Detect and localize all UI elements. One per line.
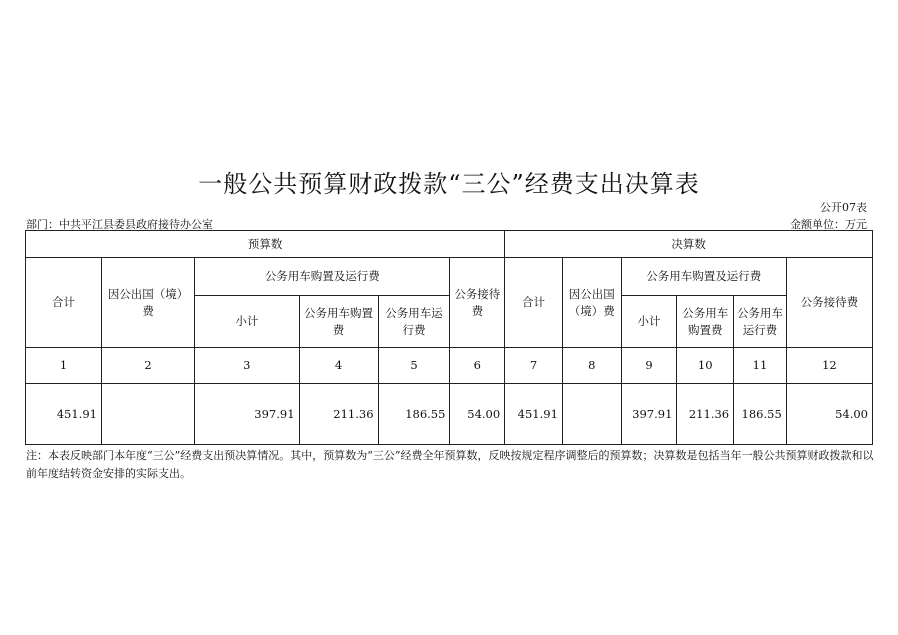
value-cell: 397.91 [621,384,677,445]
budget-purchase-header: 公务用车购置费 [299,296,378,348]
col-number: 8 [562,348,621,384]
budget-subtotal-header: 小计 [195,296,299,348]
final-purchase-header: 公务用车购置费 [677,296,734,348]
value-cell [101,384,194,445]
form-number: 公开07表 [820,201,867,214]
three-public-expenses-table [25,230,873,445]
group-header-row [26,231,873,258]
data-row [26,384,873,445]
col-number: 6 [450,348,505,384]
col-number: 12 [786,348,872,384]
col-number: 1 [26,348,102,384]
col-number: 5 [378,348,450,384]
column-header-row [26,258,873,296]
value-cell: 186.55 [378,384,450,445]
amount-unit-label: 金额单位：万元 [790,218,867,231]
value-cell [562,384,621,445]
final-reception-header: 公务接待费 [786,258,872,348]
col-number: 3 [195,348,299,384]
value-cell: 451.91 [26,384,102,445]
page-title: 一般公共预算财政拨款“三公”经费支出决算表 [198,170,700,198]
value-cell: 186.55 [734,384,787,445]
col-number: 9 [621,348,677,384]
department-label: 部门：中共平江县委县政府接待办公室 [26,218,213,231]
col-number: 11 [734,348,787,384]
final-subtotal-header: 小计 [621,296,677,348]
final-abroad-header: 因公出国（境）费 [562,258,621,348]
budget-reception-header: 公务接待费 [450,258,505,348]
value-cell: 54.00 [786,384,872,445]
value-cell: 211.36 [677,384,734,445]
col-number: 7 [505,348,563,384]
value-cell: 211.36 [299,384,378,445]
value-cell: 397.91 [195,384,299,445]
final-operation-header: 公务用车运行费 [734,296,787,348]
budget-operation-header: 公务用车运行费 [378,296,450,348]
budget-vehicle-group-header: 公务用车购置及运行费 [195,258,450,296]
budget-group-header: 预算数 [26,231,505,258]
col-number: 10 [677,348,734,384]
final-vehicle-group-header: 公务用车购置及运行费 [621,258,786,296]
column-number-row [26,348,873,384]
col-number: 4 [299,348,378,384]
budget-total-header: 合计 [26,258,102,348]
value-cell: 451.91 [505,384,563,445]
final-group-header: 决算数 [505,231,873,258]
final-total-header: 合计 [505,258,563,348]
budget-abroad-header: 因公出国（境）费 [101,258,194,348]
col-number: 2 [101,348,194,384]
table-footnote: 注：本表反映部门本年度“三公”经费支出预决算情况。其中，预算数为“三公”经费全年预算数，反映按规定程序调整后的预算数；决算数是包括当年一般公共预算财政拨款和以前年度结转资金安排的实际支出。 [26,449,874,480]
value-cell: 54.00 [450,384,505,445]
